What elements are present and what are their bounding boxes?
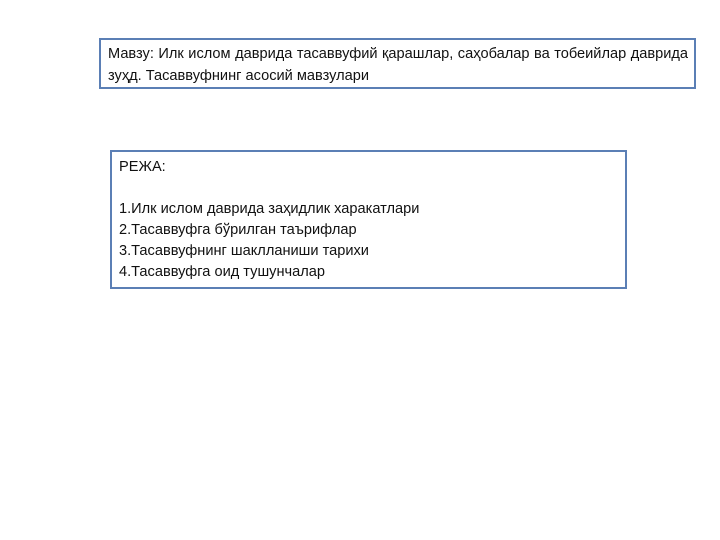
plan-list xyxy=(119,199,619,283)
plan-item-1: 1.Илк ислом даврида заҳидлик харакатлари xyxy=(119,201,420,217)
topic-box xyxy=(99,38,696,89)
plan-title: РЕЖА: xyxy=(119,159,166,175)
plan-item-4: 4.Тасаввуфга оид тушунчалар xyxy=(119,264,325,280)
topic-text: Мавзу: Илк ислом даврида тасаввуфий қарашлар, саҳобалар ва тобеийлар даврида зуҳд. Тасаввуфнинг асосий мавзулари xyxy=(108,46,688,84)
plan-item-2: 2.Тасаввуфга бўрилган таърифлар xyxy=(119,222,357,238)
plan-box xyxy=(110,150,627,289)
plan-spacer xyxy=(119,178,619,199)
plan-item-3: 3.Тасаввуфнинг шаклланиши тарихи xyxy=(119,243,369,259)
